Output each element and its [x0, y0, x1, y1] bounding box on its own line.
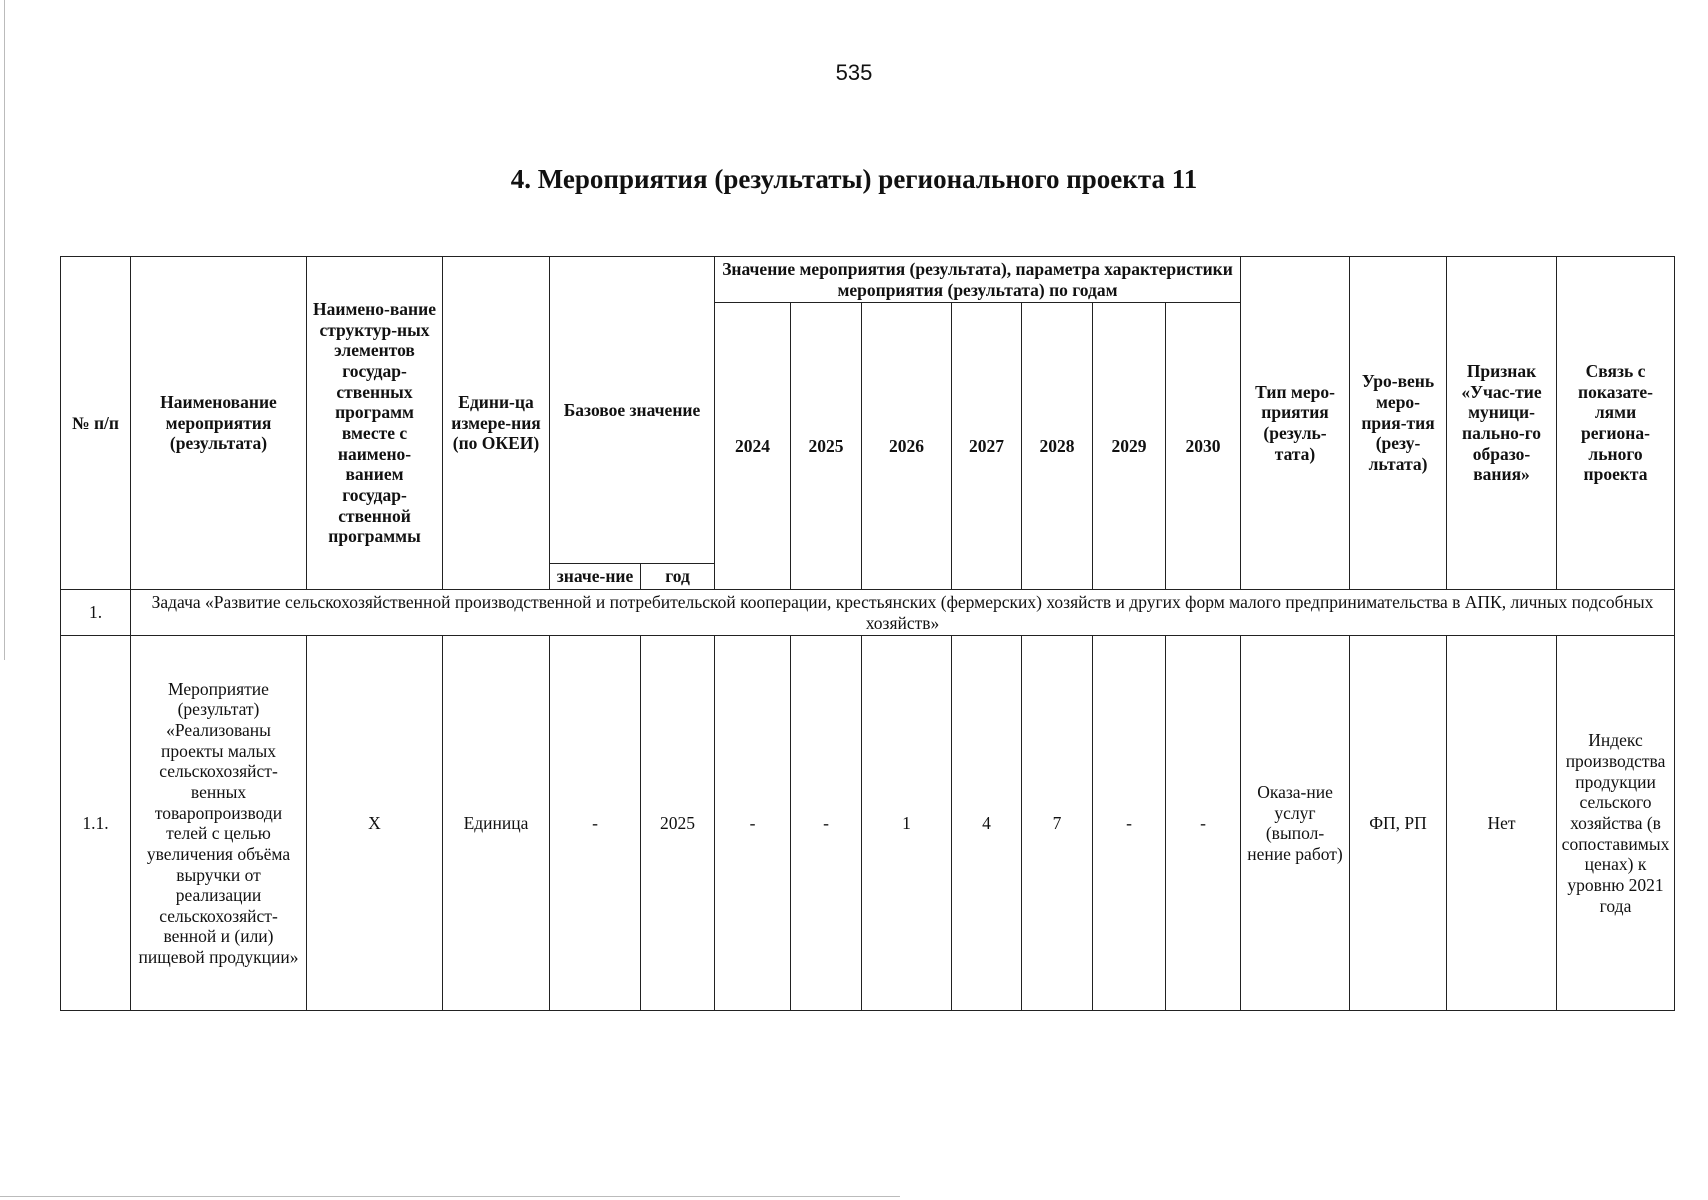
- row-level: ФП, РП: [1350, 636, 1447, 1011]
- header-year-2028: 2028: [1022, 303, 1093, 590]
- row-value-2026: 1: [862, 636, 952, 1011]
- row-value-2030: -: [1166, 636, 1241, 1011]
- header-municipal: Признак «Учас-тие муници-пально-го образо-вания»: [1447, 257, 1557, 590]
- header-type: Тип меро-приятия (резуль-тата): [1241, 257, 1350, 590]
- row-structure: X: [307, 636, 443, 1011]
- header-base-year: год: [641, 564, 715, 590]
- scan-bottom-line: [0, 1196, 900, 1197]
- row-value-2025: -: [791, 636, 862, 1011]
- header-base-value: значе-ние: [550, 564, 641, 590]
- header-level: Уро-вень меро-прия-тия (резу-льтата): [1350, 257, 1447, 590]
- header-year-2030: 2030: [1166, 303, 1241, 590]
- header-unit: Едини-ца измере-ния (по ОКЕИ): [443, 257, 550, 590]
- row-value-2024: -: [715, 636, 791, 1011]
- header-year-2026: 2026: [862, 303, 952, 590]
- row-num: 1.1.: [61, 636, 131, 1011]
- header-year-2025: 2025: [791, 303, 862, 590]
- header-base-group: Базовое значение: [550, 257, 715, 564]
- page-title: 4. Мероприятия (результаты) регионального проекта 11: [510, 164, 1198, 194]
- header-years-group: Значение мероприятия (результата), параметра характеристики мероприятия (результата) по годам: [715, 257, 1241, 303]
- table-row: [61, 636, 1675, 1011]
- scan-edge-line: [4, 0, 5, 660]
- row-type: Оказа-ние услуг (выпол-нение работ): [1241, 636, 1350, 1011]
- row-value-2028: 7: [1022, 636, 1093, 1011]
- row-base-value: -: [550, 636, 641, 1011]
- row-name: Мероприятие (результат) «Реализованы проекты малых сельскохозяйст-венных товаропроизводи телей с целью увеличения объёма выручки от реализации сельскохозяйст-венной и (или) пищевой продукции»: [131, 636, 307, 1011]
- header-year-2029: 2029: [1093, 303, 1166, 590]
- header-year-2027: 2027: [952, 303, 1022, 590]
- row-value-2029: -: [1093, 636, 1166, 1011]
- row-unit: Единица: [443, 636, 550, 1011]
- page-number: 535: [835, 60, 873, 85]
- header-structure: Наимено-вание структур-ных элементов государ-ственных программ вместе с наимено-ванием государ-ственной программы: [307, 257, 443, 590]
- row-value-2027: 4: [952, 636, 1022, 1011]
- header-num: № п/п: [61, 257, 131, 590]
- row-base-year: 2025: [641, 636, 715, 1011]
- header-year-2024: 2024: [715, 303, 791, 590]
- task-num: 1.: [61, 590, 131, 636]
- row-municipal: Нет: [1447, 636, 1557, 1011]
- activities-table: [60, 256, 1675, 1011]
- task-row: [61, 590, 1675, 636]
- row-link: Индекс производства продукции сельского хозяйства (в сопоставимых ценах) к уровню 2021 года: [1557, 636, 1675, 1011]
- header-name: Наименование мероприятия (результата): [131, 257, 307, 590]
- header-link: Связь с показате-лями региона-льного проекта: [1557, 257, 1675, 590]
- task-text: Задача «Развитие сельскохозяйственной производственной и потребительской кооперации, крестьянских (фермерских) хозяйств и других форм малого предпринимательства в АПК, личных подсобных хозяйств»: [131, 590, 1675, 636]
